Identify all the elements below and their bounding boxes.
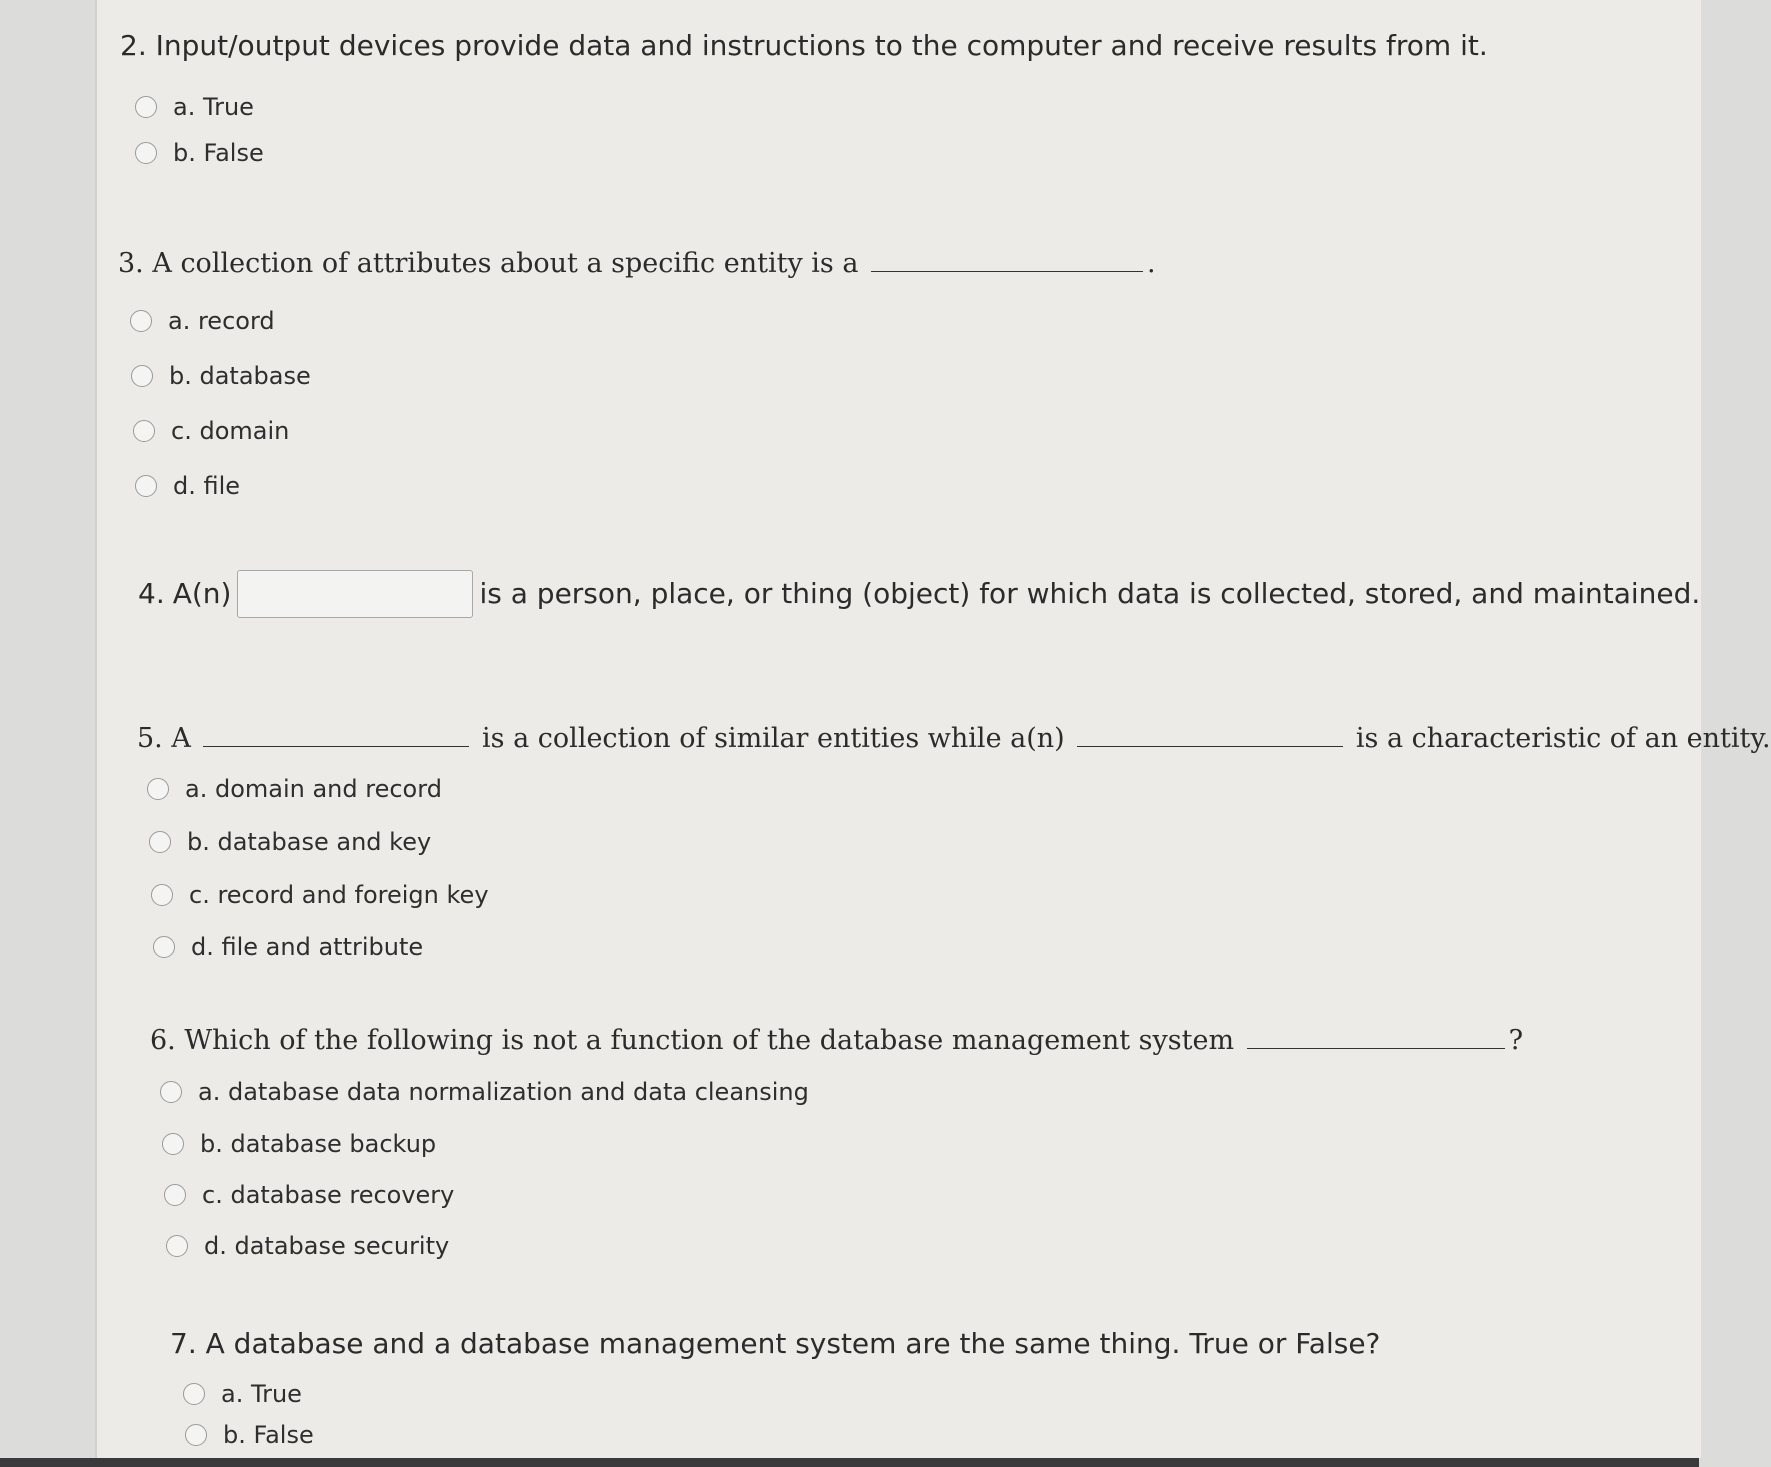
- q6-option-d[interactable]: [166, 1232, 449, 1260]
- question-prompt-start: A(n): [172, 577, 232, 610]
- question-5: [137, 725, 1771, 752]
- q3-option-a[interactable]: [130, 307, 275, 335]
- q2-option-b[interactable]: [135, 139, 264, 167]
- bottom-edge: [0, 1458, 1699, 1467]
- question-number: 7.: [170, 1327, 197, 1360]
- q6-option-c[interactable]: [164, 1181, 454, 1209]
- q5-option-b[interactable]: [149, 828, 431, 856]
- q5-option-a[interactable]: [147, 775, 442, 803]
- option-label: c. domain: [171, 417, 290, 445]
- question-prompt: Which of the following is not a function of the database management system: [184, 1025, 1235, 1056]
- option-label: c. record and foreign key: [189, 881, 489, 909]
- option-label: d. database security: [204, 1232, 450, 1260]
- question-number: 2.: [120, 29, 147, 62]
- radio-button[interactable]: [160, 1081, 182, 1103]
- question-3-text: [118, 250, 1156, 277]
- radio-button[interactable]: [185, 1424, 207, 1446]
- option-label: b. False: [223, 1421, 314, 1449]
- question-number: 3.: [118, 248, 144, 279]
- question-number: 5.: [137, 723, 163, 754]
- radio-button[interactable]: [166, 1235, 188, 1257]
- question-end: ?: [1508, 1025, 1524, 1056]
- question-prompt-end: is a person, place, or thing (object) for which data is collected, stored, and maintained.: [479, 577, 1701, 610]
- radio-button[interactable]: [147, 778, 169, 800]
- answer-blank: [871, 270, 1143, 272]
- radio-button[interactable]: [183, 1383, 205, 1405]
- radio-button[interactable]: [131, 365, 153, 387]
- question-prompt-end: is a characteristic of an entity.: [1355, 723, 1771, 754]
- option-label: b. database backup: [200, 1130, 437, 1158]
- question-6: [150, 1027, 1523, 1054]
- answer-input[interactable]: [237, 570, 473, 618]
- option-label: a. record: [168, 307, 275, 335]
- radio-button[interactable]: [135, 96, 157, 118]
- question-3: [118, 250, 1156, 277]
- q3-option-c[interactable]: [133, 417, 289, 445]
- answer-blank: [1247, 1047, 1505, 1049]
- question-prompt: A database and a database management system are the same thing. True or False?: [205, 1327, 1381, 1360]
- radio-button[interactable]: [133, 420, 155, 442]
- q3-option-b[interactable]: [131, 362, 311, 390]
- option-label: a. domain and record: [185, 775, 442, 803]
- option-label: a. True: [173, 93, 254, 121]
- radio-button[interactable]: [162, 1133, 184, 1155]
- question-prompt: A collection of attributes about a specific entity is a: [152, 248, 859, 279]
- answer-blank-2: [1077, 745, 1343, 747]
- question-2-text: [120, 29, 1488, 62]
- option-label: d. file: [173, 472, 241, 500]
- question-prompt: Input/output devices provide data and instructions to the computer and receive results from it.: [155, 29, 1488, 62]
- q2-option-a[interactable]: [135, 93, 254, 121]
- radio-button[interactable]: [153, 936, 175, 958]
- radio-button[interactable]: [135, 142, 157, 164]
- question-number: 4.: [138, 577, 165, 610]
- option-label: b. database: [169, 362, 311, 390]
- radio-button[interactable]: [151, 884, 173, 906]
- question-6-text: [150, 1027, 1523, 1054]
- q6-option-a[interactable]: [160, 1078, 809, 1106]
- question-7-text: [170, 1327, 1381, 1360]
- option-label: b. database and key: [187, 828, 432, 856]
- radio-button[interactable]: [130, 310, 152, 332]
- radio-button[interactable]: [135, 475, 157, 497]
- q3-option-d[interactable]: [135, 472, 240, 500]
- answer-blank-1: [203, 745, 469, 747]
- question-end: .: [1147, 248, 1156, 279]
- radio-button[interactable]: [164, 1184, 186, 1206]
- question-4: [138, 570, 1700, 618]
- q7-option-a[interactable]: [183, 1380, 302, 1408]
- question-4-text: [138, 570, 1700, 618]
- q5-option-d[interactable]: [153, 933, 423, 961]
- question-prompt-start: A: [171, 723, 191, 754]
- q5-option-c[interactable]: [151, 881, 489, 909]
- q6-option-b[interactable]: [162, 1130, 436, 1158]
- option-label: b. False: [173, 139, 264, 167]
- q7-option-b[interactable]: [185, 1421, 314, 1449]
- question-5-text: [137, 725, 1771, 752]
- option-label: a. database data normalization and data cleansing: [198, 1078, 809, 1106]
- option-label: a. True: [221, 1380, 302, 1408]
- question-7: [170, 1327, 1381, 1360]
- question-prompt-middle: is a collection of similar entities while a(n): [482, 723, 1065, 754]
- option-label: d. file and attribute: [191, 933, 424, 961]
- option-label: c. database recovery: [202, 1181, 455, 1209]
- question-number: 6.: [150, 1025, 176, 1056]
- radio-button[interactable]: [149, 831, 171, 853]
- question-2: [120, 29, 1488, 62]
